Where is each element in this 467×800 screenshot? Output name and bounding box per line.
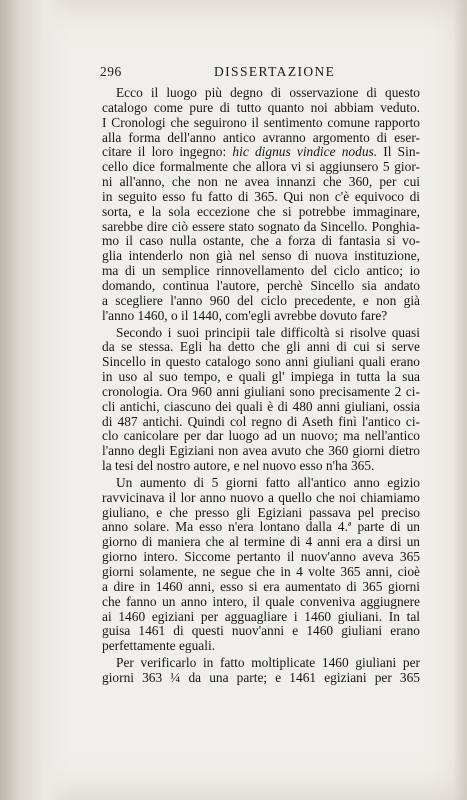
body-text bbox=[102, 86, 420, 686]
text-line: ma di un semplice rinnovellamento del ciclo antico; io bbox=[102, 263, 420, 279]
text-line: l'anno degli Egiziani non avea avuto che 360 giorni dietro bbox=[102, 443, 420, 459]
text-line: cello dice formalmente che allora vi si aggiunsero 5 gior- bbox=[102, 159, 420, 175]
text-line: che fanno un anno intero, il quale conveniva aggiugnere bbox=[102, 593, 420, 609]
latin-quotation: hic dignus vindice nodus. bbox=[232, 144, 378, 160]
text-line: mo il caso nulla ostante, che a forza di fantasia si vo- bbox=[102, 233, 420, 249]
text-line: domando, continua l'autore, perchè Sincello sia andato bbox=[102, 277, 420, 293]
text-line: Un aumento di 5 giorni fatto all'antico anno egizio bbox=[116, 474, 420, 490]
text-line: giorni 363 ¼ da una parte; e 1461 egiziani per 365 bbox=[102, 669, 420, 685]
text-line: a scegliere l'anno 960 del ciclo precedente, e non già bbox=[102, 292, 420, 308]
text-line: in seguito esso fu fatto di 365. Qui non c'è equivoco di bbox=[102, 188, 420, 204]
text-line: sorta, e la sola eccezione che si potrebbe immaginare, bbox=[102, 203, 420, 219]
text-line: giorno intero. Siccome pertanto il nuov'anno aveva 365 bbox=[102, 549, 420, 565]
text-line: ai 1460 egiziani per agguagliare i 1460 giuliani. In tal bbox=[102, 608, 420, 624]
text-line: di 487 antichi. Quindi col regno di Aseth finì l'antico ci- bbox=[102, 413, 420, 429]
text-line: ravvicinava il lor anno nuovo a quello che noi chiamiamo bbox=[102, 489, 420, 505]
text-line: l'anno 1460, o il 1440, com'egli avrebbe dovuto fare? bbox=[102, 307, 388, 323]
text-line: in uso al suo tempo, e quali gl' impiega in tutta la sua bbox=[102, 369, 420, 385]
page-edge-shadow bbox=[453, 0, 467, 800]
text-segment: Il Sin- bbox=[377, 144, 420, 160]
text-line: glia intenderlo non già nel senso di nuova instituzione, bbox=[102, 248, 420, 264]
page-header bbox=[100, 64, 420, 82]
text-line: da se stessa. Egli ha detto che gli anni di cui si serve bbox=[102, 339, 420, 355]
paragraph-3 bbox=[102, 476, 420, 654]
paragraph-2 bbox=[102, 326, 420, 474]
text-line: anno solare. Ma esso n'era lontano dalla 4.ª parte di un bbox=[102, 519, 420, 535]
paragraph-4 bbox=[102, 656, 420, 686]
paragraph-1 bbox=[102, 86, 420, 324]
text-line: giuliano, e che presso gli Egiziani passava pel preciso bbox=[102, 504, 420, 520]
running-head: DISSERTAZIONE bbox=[214, 64, 336, 79]
text-line: a dire in 1460 anni, esso si era aumentato di 365 giorni bbox=[102, 578, 420, 594]
text-line: Per verificarlo in fatto moltiplicate 1460 giuliani per bbox=[116, 655, 420, 671]
page-gutter-shadow bbox=[0, 0, 70, 800]
text-line: perfettamente eguali. bbox=[102, 638, 216, 654]
text-line: alla forma dell'anno antico avranno argomento di eser- bbox=[102, 129, 420, 145]
text-line: Sincello in questo catalogo sono anni giuliani quali erano bbox=[102, 354, 420, 370]
text-line: Ecco il luogo più degno di osservazione di questo bbox=[116, 85, 420, 100]
text-line: clo canicolare per dar luogo ad un nuovo; ma nell'antico bbox=[102, 428, 420, 444]
text-line: cronologia. Ora 960 anni giuliani sono precisamente 2 ci- bbox=[102, 383, 420, 399]
text-line: catalogo come pure di tutto quanto noi abbiam veduto. bbox=[102, 99, 420, 115]
page-number: 296 bbox=[100, 64, 122, 79]
text-line: giorno di maniera che al termine di 4 anni era a dirsi un bbox=[102, 534, 420, 550]
text-line: I Cronologi che seguirono il sentimento comune rapporto bbox=[102, 114, 420, 130]
text-line: Secondo i suoi principii tale difficoltà si risolve quasi bbox=[116, 324, 420, 340]
text-line-with-emphasis bbox=[102, 145, 420, 160]
text-line: giorni solamente, ne segue che in 4 volte 365 anni, cioè bbox=[102, 564, 420, 579]
text-segment: citare il loro ingegno: bbox=[102, 144, 233, 160]
text-line: ni all'anno, che non ne avea innanzi che 360, per cui bbox=[102, 174, 420, 190]
text-line: sarebbe dire ciò essere stato sognato da Sincello. Ponghia- bbox=[102, 218, 420, 234]
text-line: la tesi del nostro autore, e nel nuovo esso n'ha 365. bbox=[102, 458, 375, 474]
text-line: cli antichi, ciascuno dei quali è di 480 anni giuliani, ossia bbox=[102, 398, 420, 414]
text-line: guisa 1461 di questi nuov'anni e 1460 giuliani erano bbox=[102, 623, 420, 639]
